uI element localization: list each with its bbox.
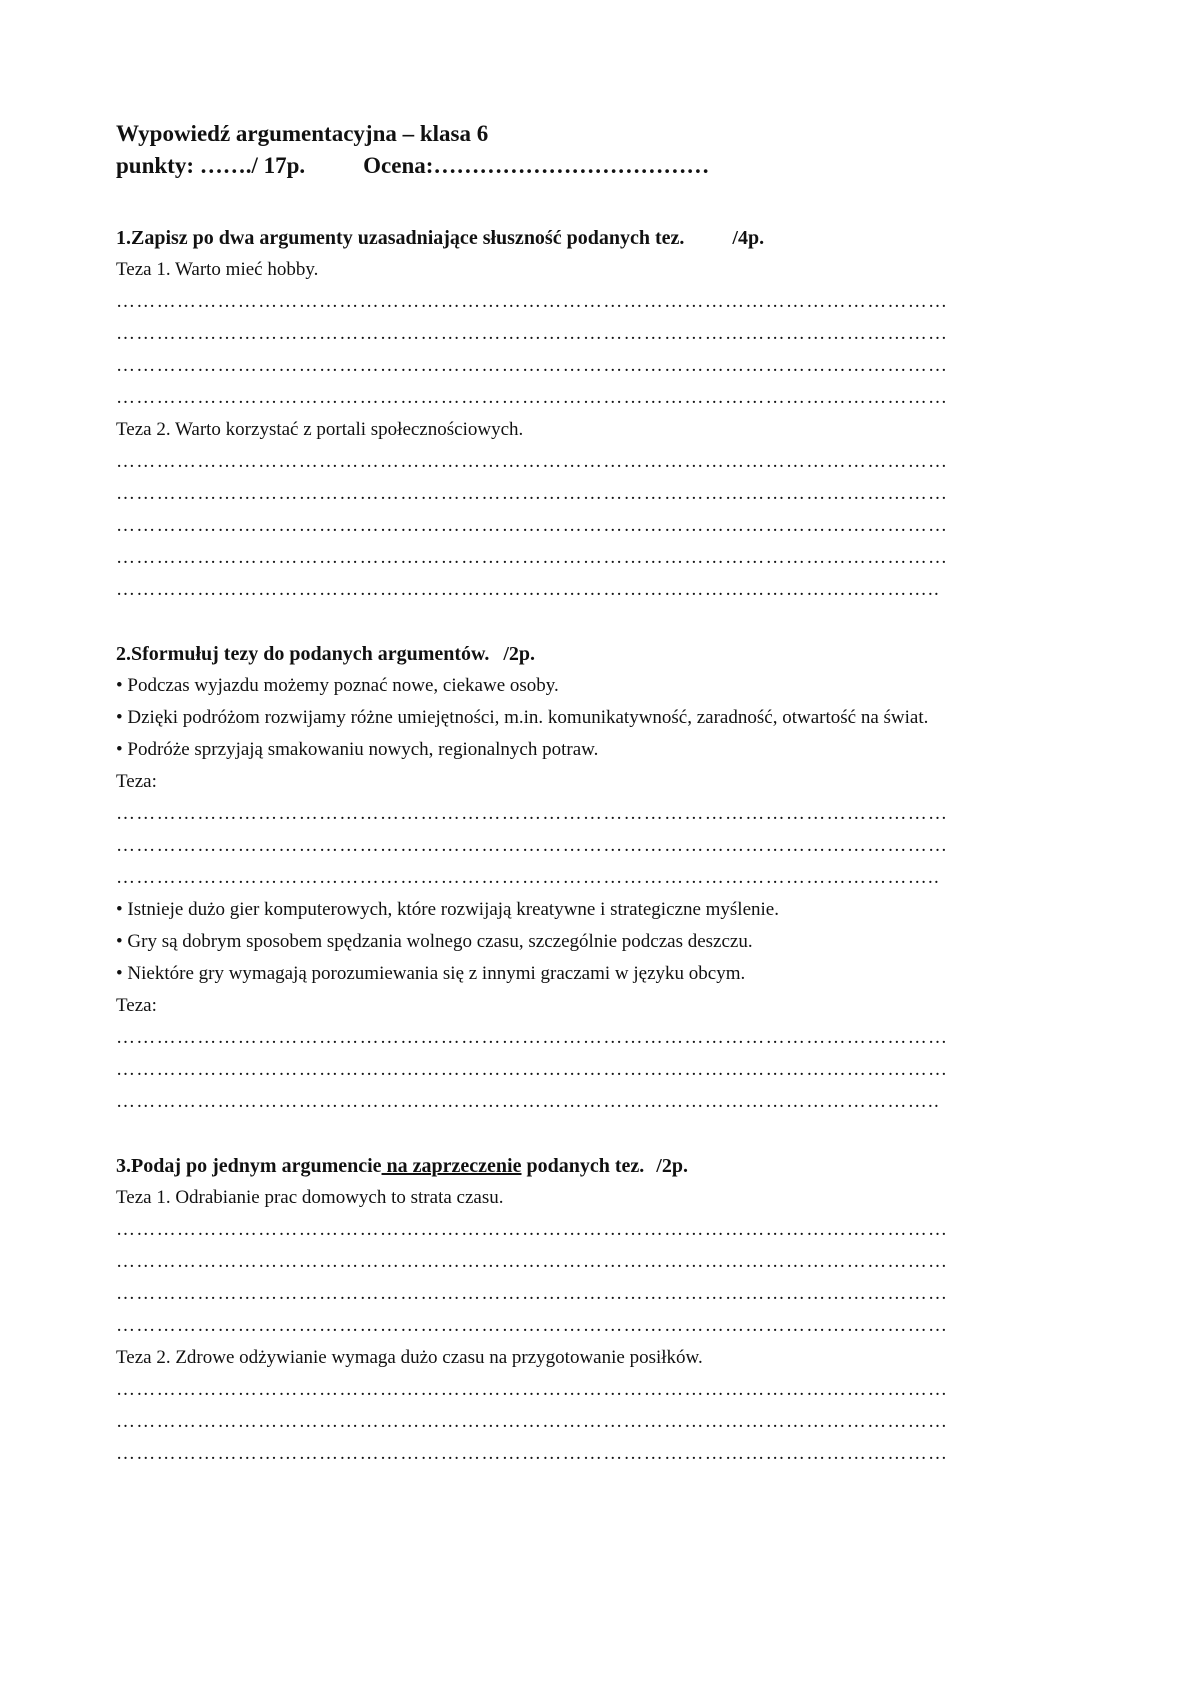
section-3-heading-underlined: na zaprzeczenie [381, 1155, 522, 1177]
answer-line[interactable]: …………………………………………………………………………………………………………… [116, 1219, 949, 1240]
answer-line[interactable]: …………………………………………………………………………………………………………… [116, 835, 949, 856]
bullet-item: • Gry są dobrym sposobem spędzania wolnego czasu, szczególnie podczas deszczu. [116, 931, 753, 952]
answer-line[interactable]: ………………………………………………………………………………………………………….. [116, 1091, 941, 1112]
section-3 [116, 1150, 1096, 1470]
answer-line[interactable]: …………………………………………………………………………………………………………… [116, 1251, 949, 1272]
spacer [116, 1118, 1096, 1150]
section-1 [116, 222, 1096, 606]
section-3-heading-end: podanych tez. [521, 1155, 645, 1177]
answer-line[interactable]: …………………………………………………………………………………………………………… [116, 483, 949, 504]
spacer [116, 606, 1096, 638]
section-3-heading-start: 3.Podaj po jednym argumencie [116, 1155, 382, 1177]
section-3-points: /2p. [656, 1155, 688, 1177]
teza-label: Teza: [116, 995, 157, 1016]
spacer [116, 182, 1096, 222]
section-3-thesis-1: Teza 1. Odrabianie prac domowych to strata czasu. [116, 1187, 504, 1208]
section-2 [116, 638, 1096, 1118]
answer-line[interactable]: …………………………………………………………………………………………………………… [116, 451, 949, 472]
section-2-points: /2p. [503, 643, 536, 665]
answer-line[interactable]: …………………………………………………………………………………………………………… [116, 387, 949, 408]
bullet-item: • Dzięki podróżom rozwijamy różne umiejętności, m.in. komunikatywność, zaradność, otwartość na świat. [116, 707, 929, 728]
answer-line[interactable]: …………………………………………………………………………………………………………… [116, 1283, 949, 1304]
answer-line[interactable]: …………………………………………………………………………………………………………… [116, 1443, 949, 1464]
bullet-item: • Istnieje dużo gier komputerowych, które rozwijają kreatywne i strategiczne myślenie. [116, 899, 779, 920]
teza-label: Teza: [116, 771, 157, 792]
section-1-heading [116, 222, 1096, 254]
answer-line[interactable]: …………………………………………………………………………………………………………… [116, 291, 949, 312]
bullet-item: • Podróże sprzyjają smakowaniu nowych, regionalnych potraw. [116, 739, 599, 760]
section-1-points: /4p. [732, 227, 765, 249]
worksheet-title: Wypowiedź argumentacyjna – klasa 6 [116, 121, 489, 146]
answer-line[interactable]: …………………………………………………………………………………………………………… [116, 1315, 949, 1336]
section-1-thesis-1: Teza 1. Warto mieć hobby. [116, 259, 319, 280]
answer-line[interactable]: …………………………………………………………………………………………………………… [116, 355, 949, 376]
answer-line[interactable]: …………………………………………………………………………………………………………… [116, 803, 949, 824]
section-2-heading-text: 2.Sformułuj tezy do podanych argumentów. [116, 643, 490, 665]
points-label: punkty: ……./ 17p. [116, 153, 306, 178]
answer-line[interactable]: …………………………………………………………………………………………………………… [116, 515, 949, 536]
answer-line[interactable]: ………………………………………………………………………………………………………….. [116, 867, 941, 888]
section-3-thesis-2: Teza 2. Zdrowe odżywianie wymaga dużo czasu na przygotowanie posiłków. [116, 1347, 703, 1368]
bullet-item: • Podczas wyjazdu możemy poznać nowe, ciekawe osoby. [116, 675, 559, 696]
bullet-item: • Niektóre gry wymagają porozumiewania się z innymi graczami w języku obcym. [116, 963, 746, 984]
section-1-thesis-2: Teza 2. Warto korzystać z portali społecznościowych. [116, 419, 524, 440]
section-3-heading [116, 1150, 1096, 1182]
answer-line[interactable]: …………………………………………………………………………………………………………… [116, 323, 949, 344]
answer-line[interactable]: …………………………………………………………………………………………………………… [116, 1059, 949, 1080]
answer-line[interactable]: …………………………………………………………………………………………………………… [116, 1027, 949, 1048]
section-1-heading-text: 1.Zapisz po dwa argumenty uzasadniające słuszność podanych tez. [116, 227, 685, 249]
answer-line[interactable]: ………………………………………………………………………………………………………….. [116, 579, 941, 600]
answer-line[interactable]: …………………………………………………………………………………………………………… [116, 1379, 949, 1400]
answer-line[interactable]: …………………………………………………………………………………………………………… [116, 547, 949, 568]
answer-line[interactable]: …………………………………………………………………………………………………………… [116, 1411, 949, 1432]
score-line [116, 150, 1096, 182]
section-2-heading [116, 638, 1096, 670]
grade-label: Ocena:……………………………… [363, 153, 710, 178]
worksheet-page [116, 118, 1096, 1470]
